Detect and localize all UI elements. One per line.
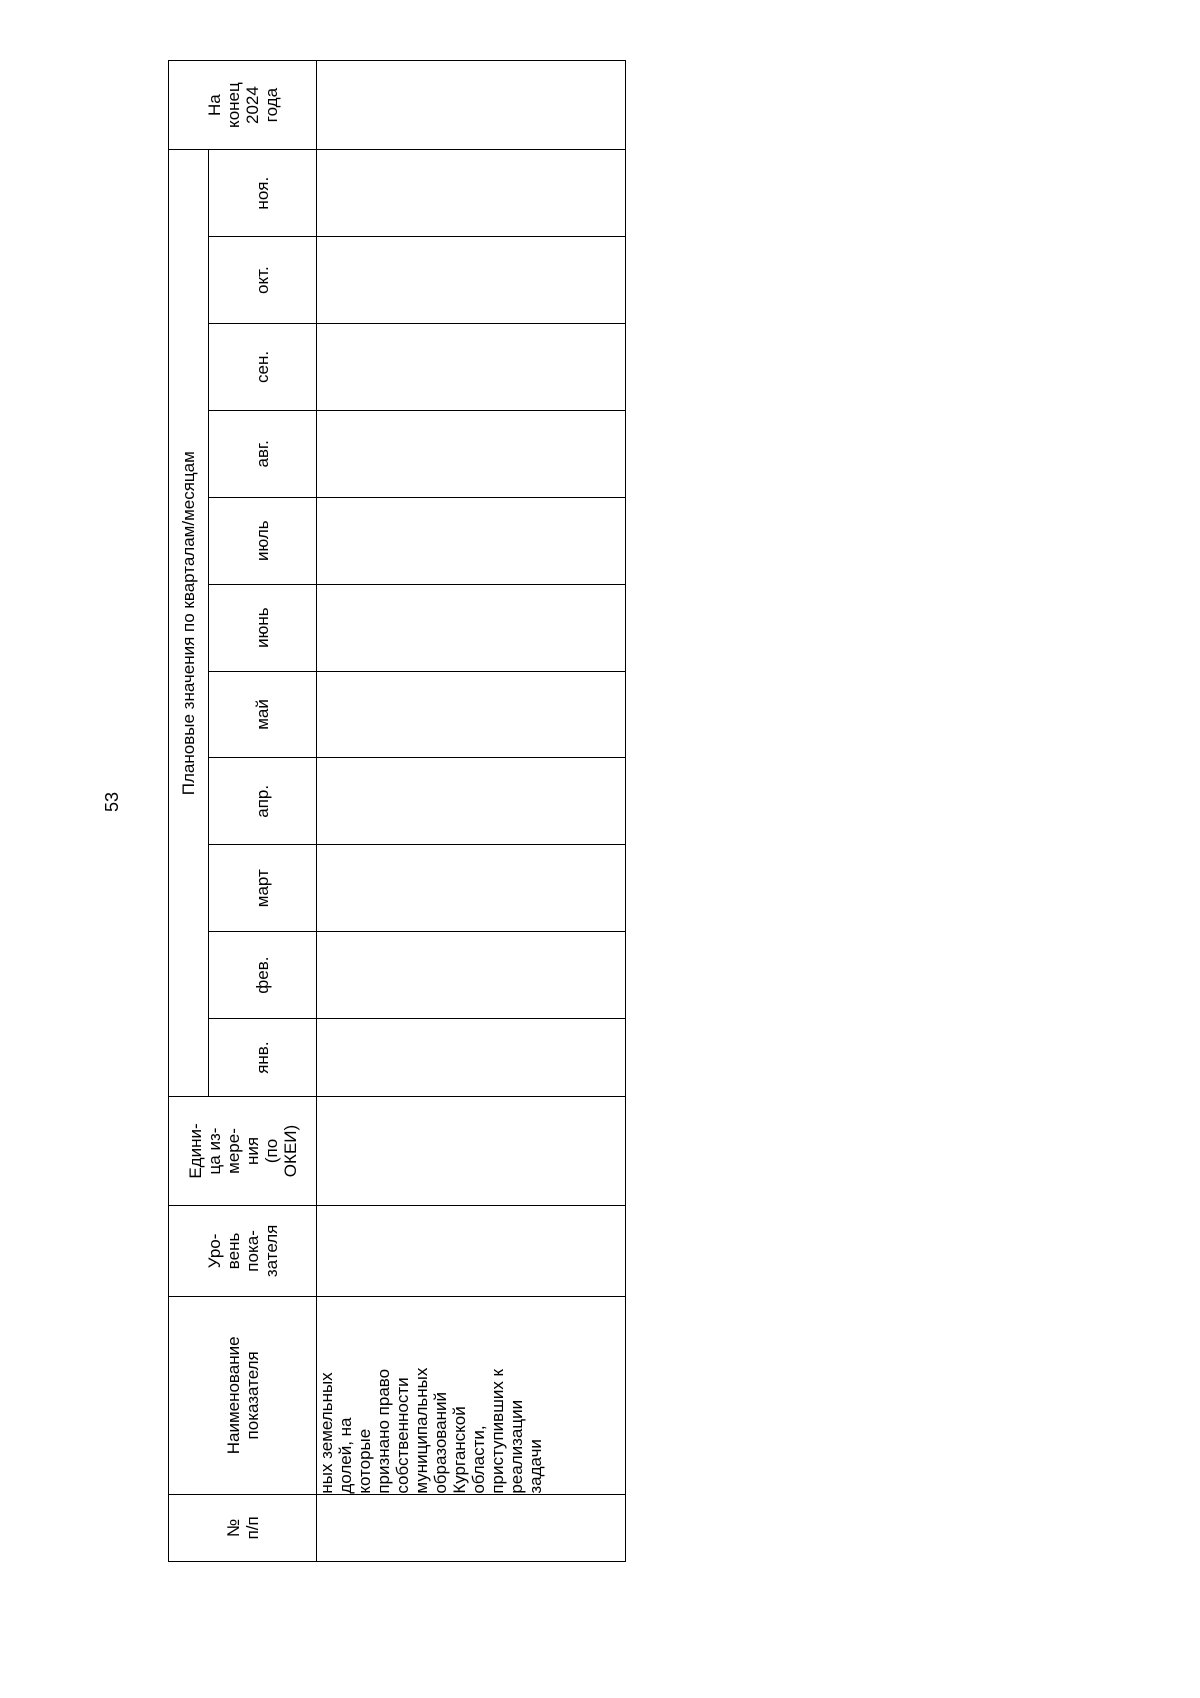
indicator-plan-table-container <box>168 60 626 1562</box>
header-month: авг. <box>209 410 317 497</box>
header-unit: Едини- ца из- мере- ния (по ОКЕИ) <box>169 1097 317 1206</box>
cell-indicator-name: ных земельных долей, на которые признано право собственности муниципальных образований Курганской области, приступивших к реализации задачи <box>317 1297 626 1495</box>
header-num: № п/п <box>169 1494 317 1561</box>
header-row-top <box>169 61 209 1562</box>
cell-num <box>317 1494 626 1561</box>
header-plan-values: Плановые значения по кварталам/месяцам <box>169 150 209 1097</box>
cell-month-value <box>317 150 626 237</box>
header-month: июнь <box>209 584 317 671</box>
cell-unit <box>317 1097 626 1206</box>
header-month: окт. <box>209 237 317 324</box>
indicator-plan-table <box>168 60 626 1562</box>
header-indicator-name: Наименование показателя <box>169 1297 317 1495</box>
cell-month-value <box>317 758 626 845</box>
page-number: 53 <box>102 791 122 813</box>
cell-month-value <box>317 845 626 932</box>
cell-month-value <box>317 584 626 671</box>
cell-month-value <box>317 410 626 497</box>
cell-month-value <box>317 324 626 411</box>
header-month: май <box>209 671 317 758</box>
table-row <box>317 61 626 1562</box>
header-level: Уро- вень пока- зателя <box>169 1205 317 1296</box>
header-month: ноя. <box>209 150 317 237</box>
header-month: июль <box>209 497 317 584</box>
header-month: фев. <box>209 932 317 1019</box>
header-month: янв. <box>209 1019 317 1097</box>
cell-month-value <box>317 497 626 584</box>
header-month: апр. <box>209 758 317 845</box>
header-end-of-year: На конец 2024 года <box>169 61 317 150</box>
cell-month-value <box>317 1019 626 1097</box>
cell-month-value <box>317 932 626 1019</box>
header-month: сен. <box>209 324 317 411</box>
cell-month-value <box>317 237 626 324</box>
cell-level <box>317 1205 626 1296</box>
header-month: март <box>209 845 317 932</box>
cell-end-of-year <box>317 61 626 150</box>
cell-month-value <box>317 671 626 758</box>
